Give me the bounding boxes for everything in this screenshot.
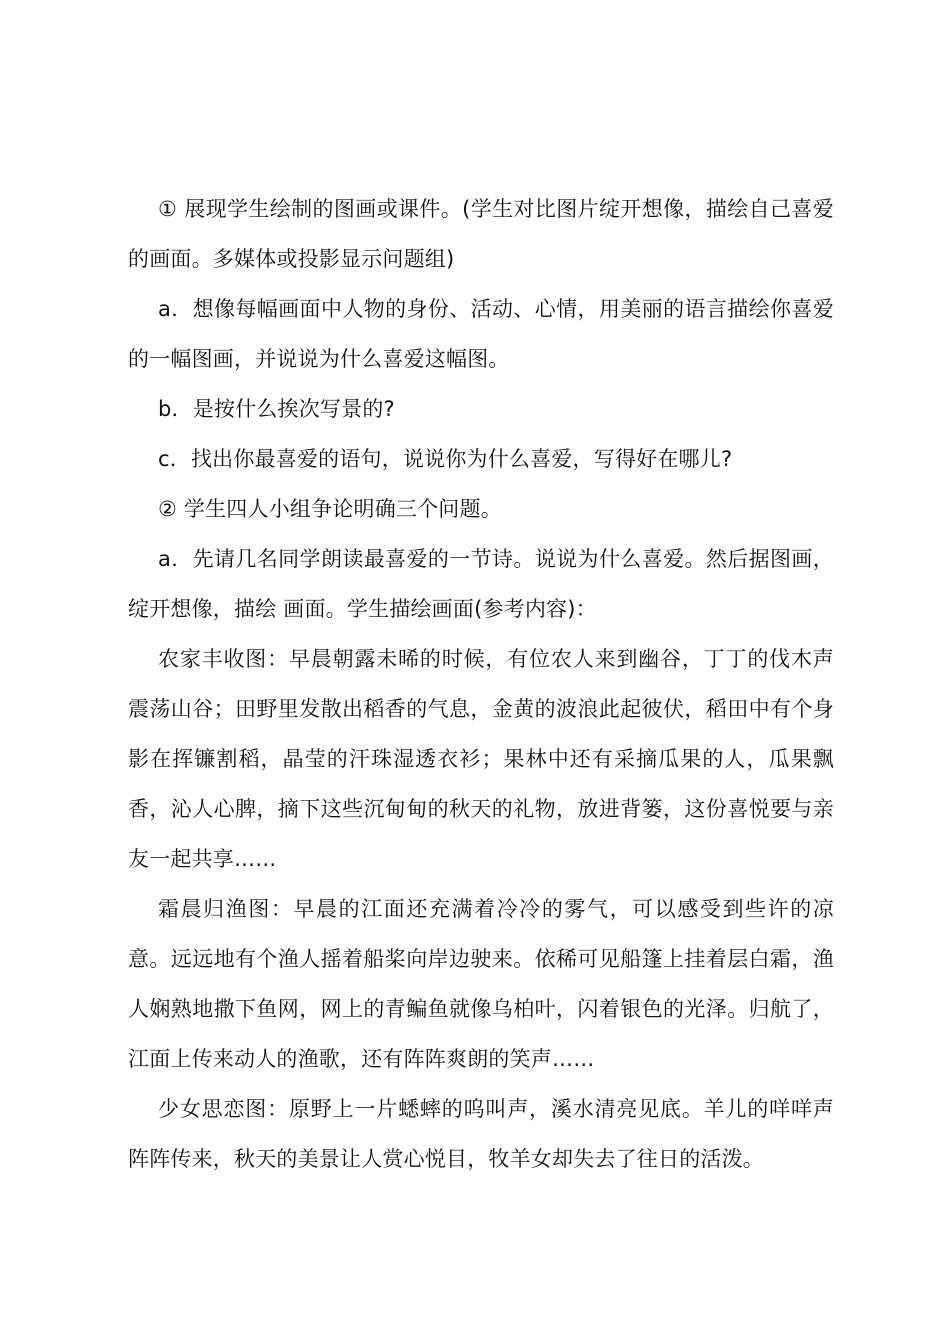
paragraph-harvest-scene: 农家丰收图：早晨朝露未晞的时候，有位农人来到幽谷，丁丁的伐木声震荡山谷；田野里发散出稻香的气息，金黄的波浪此起彼伏，稻田中有个身影在挥镰割稻，晶莹的汗珠湿透衣衫；果林中还有采摘瓜果的人，瓜果飘香，沁人心脾，摘下这些沉甸甸的秋天的礼物，放进背篓，这份喜悦要与亲友一起共享……: [128, 647, 834, 871]
paragraph-question-b: b．是按什么挨次写景的?: [158, 397, 395, 421]
paragraph-fishing-scene: 霜晨归渔图：早晨的江面还充满着冷冷的雾气，可以感受到些许的凉意。远远地有个渔人摇着船桨向岸边驶来。依稀可见船篷上挂着层白霜，渔人娴熟地撒下鱼网，网上的青鳊鱼就像乌柏叶，闪着银色的光泽。归航了，江面上传来动人的渔歌，还有阵阵爽朗的笑声……: [128, 897, 834, 1071]
paragraph-step-2-a: a．先请几名同学朗读最喜爱的一节诗。说说为什么喜爱。然后据图画，绽开想像，描绘 画面。学生描绘画面(参考内容)：: [128, 547, 834, 621]
paragraph-question-c: c．找出你最喜爱的语句，说说你为什么喜爱，写得好在哪儿?: [158, 447, 733, 471]
paragraph-shepherdess-scene: 少女思恋图：原野上一片蟋蟀的呜叫声，溪水清亮见底。羊儿的咩咩声阵阵传来，秋天的美景让人赏心悦目，牧羊女却失去了往日的活泼。: [128, 1097, 834, 1171]
paragraph-intro-step-1: ① 展现学生绘制的图画或课件。(学生对比图片绽开想像，描绘自己喜爱的画面。多媒体或投影显示问题组): [128, 197, 834, 271]
paragraph-question-a: a．想像每幅画面中人物的身份、活动、心情，用美丽的语言描绘你喜爱的一幅图画，并说说为什么喜爱这幅图。: [128, 297, 834, 371]
paragraph-step-2: ② 学生四人小组争论明确三个问题。: [158, 497, 502, 521]
document-body: [128, 184, 834, 1184]
